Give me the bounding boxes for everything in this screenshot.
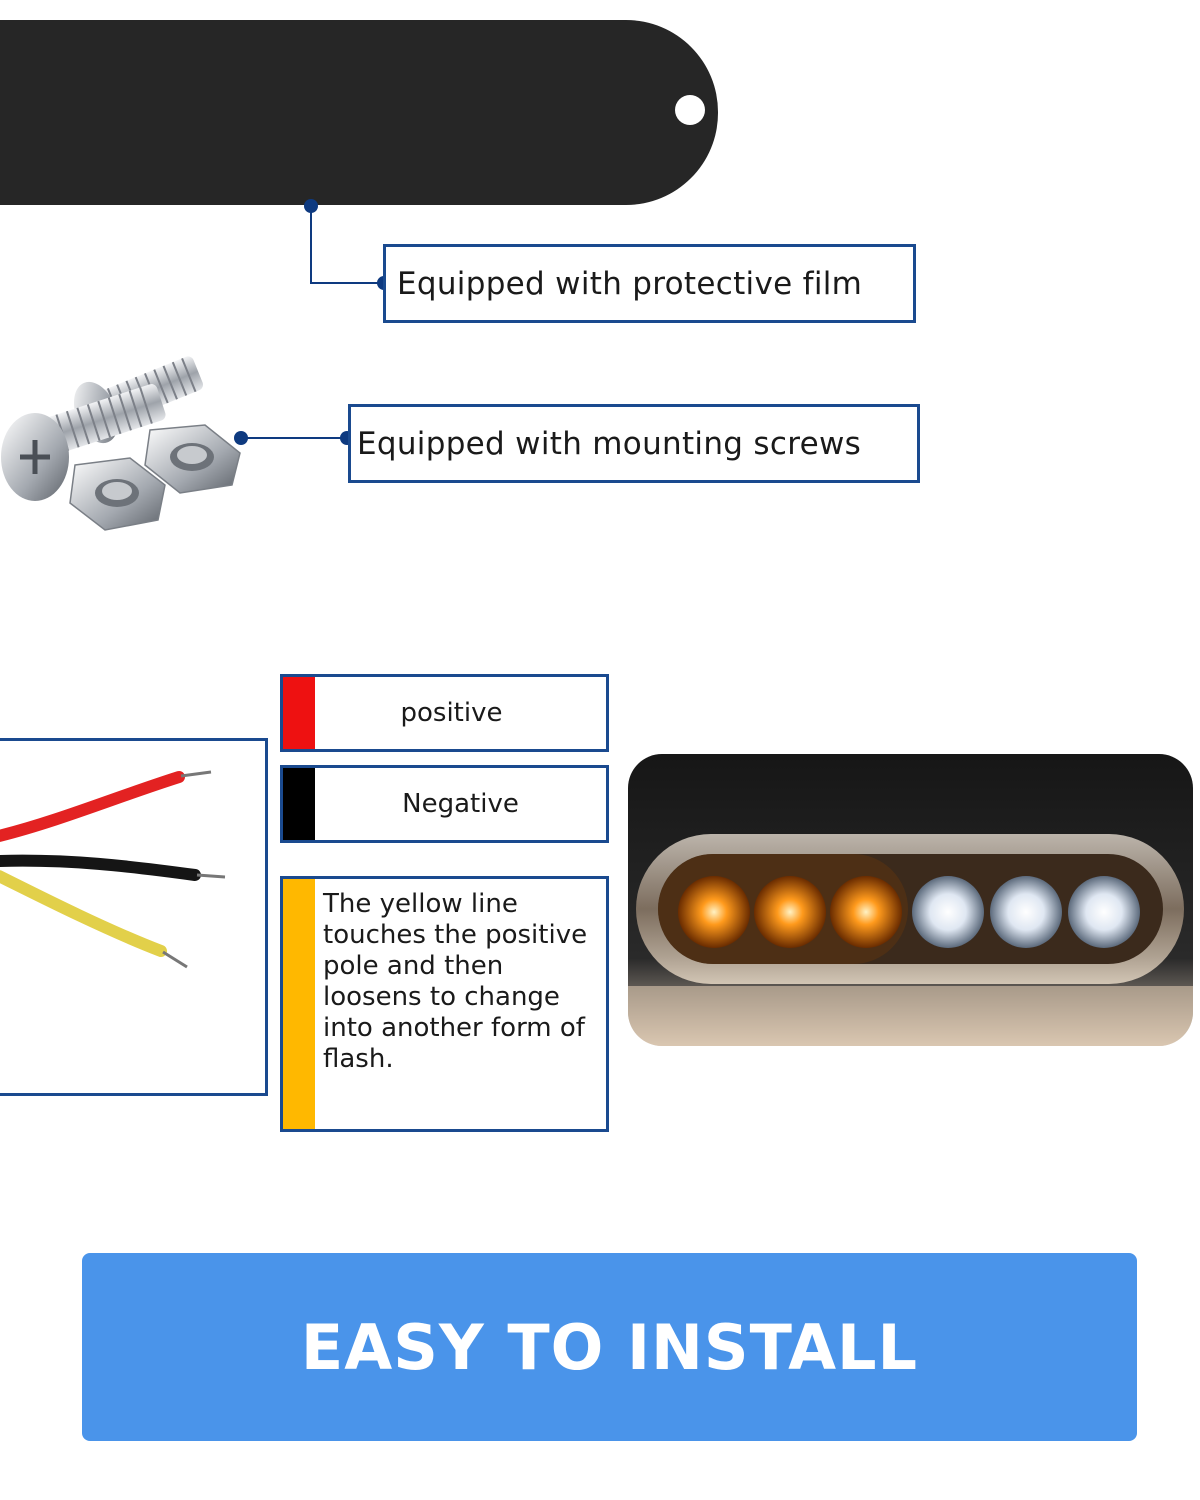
negative-color-swatch bbox=[283, 768, 315, 840]
easy-to-install-banner bbox=[82, 1253, 1137, 1441]
yellow-legend bbox=[280, 876, 609, 1132]
connector-line bbox=[310, 206, 312, 284]
negative-label: Negative bbox=[402, 789, 519, 819]
connector-line bbox=[310, 282, 386, 284]
film-callout bbox=[383, 244, 916, 323]
positive-legend bbox=[280, 674, 609, 752]
positive-label: positive bbox=[400, 698, 503, 728]
negative-legend bbox=[280, 765, 609, 843]
protective-film-image bbox=[0, 20, 718, 205]
wires-frame bbox=[0, 738, 268, 1096]
yellow-label: The yellow line touches the positive pole and then loosens to change into another form of flash. bbox=[323, 889, 588, 1074]
banner-label: EASY TO INSTALL bbox=[300, 1310, 919, 1384]
film-mounting-hole bbox=[675, 95, 705, 125]
mounting-screws-image bbox=[0, 345, 245, 560]
screws-callout bbox=[348, 404, 920, 483]
film-callout-text: Equipped with protective film bbox=[397, 265, 863, 302]
yellow-color-swatch bbox=[283, 879, 315, 1129]
wires-image bbox=[0, 741, 265, 1093]
connector-line bbox=[241, 437, 348, 439]
led-lamp-image bbox=[628, 754, 1193, 1046]
positive-color-swatch bbox=[283, 677, 315, 749]
screws-callout-text: Equipped with mounting screws bbox=[357, 425, 862, 462]
